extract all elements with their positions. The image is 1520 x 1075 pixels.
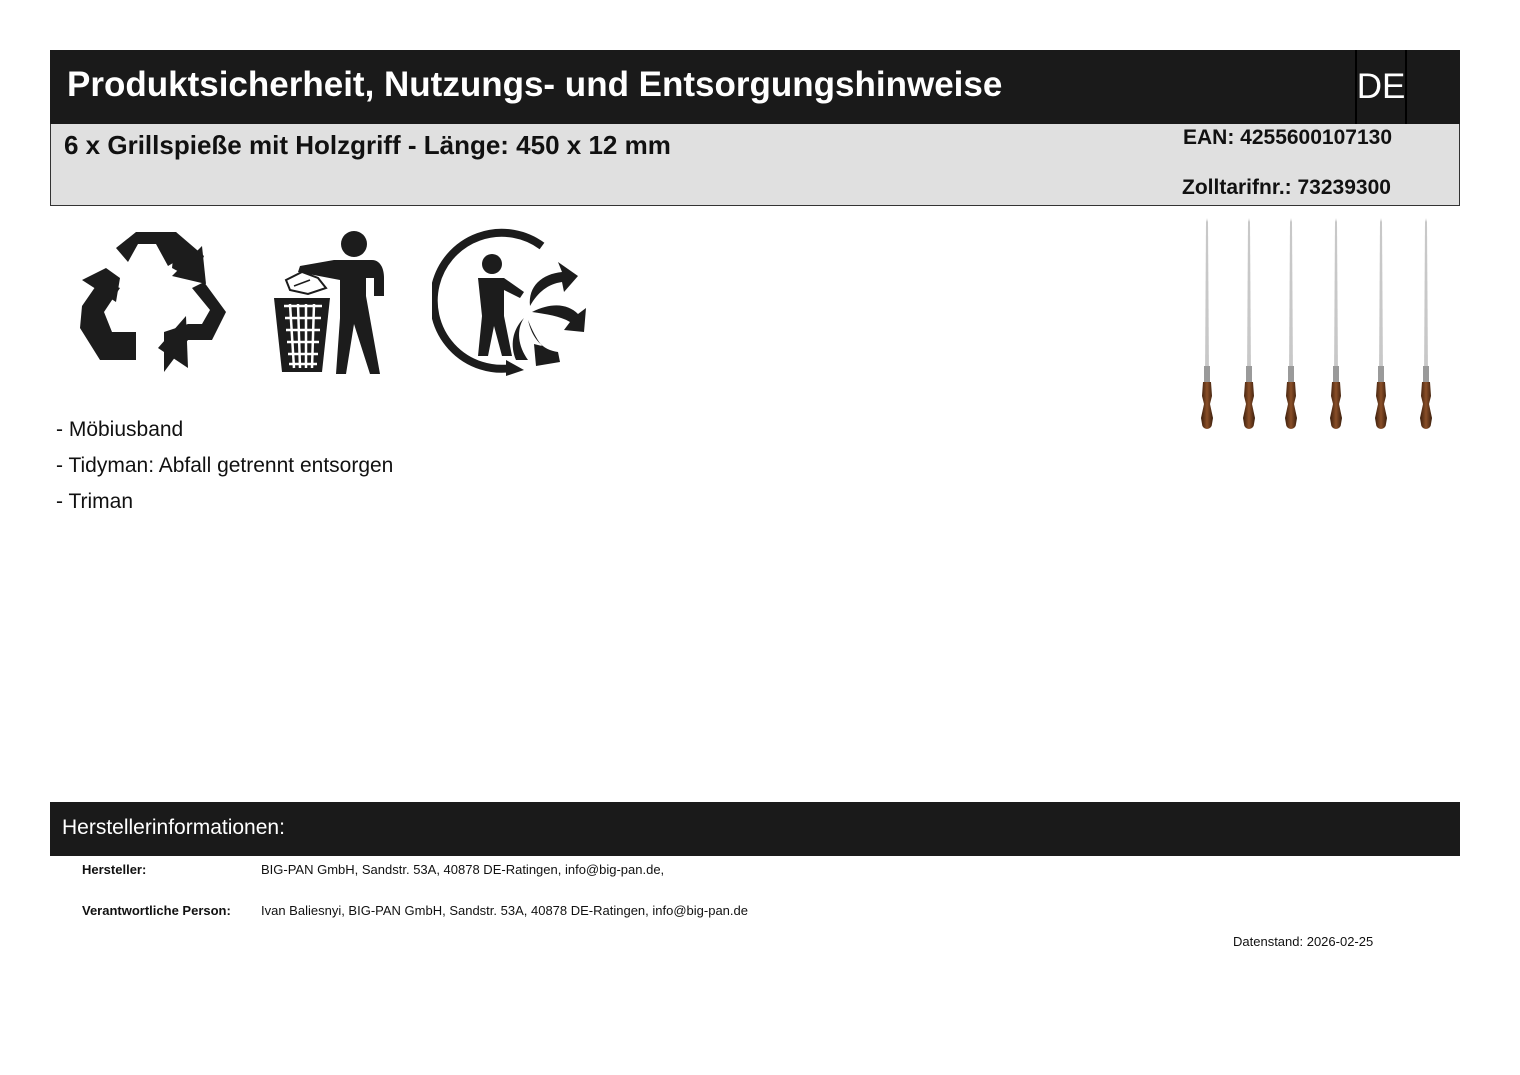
triman-icon xyxy=(432,226,590,376)
page-title: Produktsicherheit, Nutzungs- und Entsorgungshinweise xyxy=(67,65,1003,104)
language-badge: DE xyxy=(1355,50,1407,124)
responsible-person-value: Ivan Baliesnyi, BIG-PAN GmbH, Sandstr. 53A, 40878 DE-Ratingen, info@big-pan.de xyxy=(261,903,748,918)
hint-moebius: - Möbiusband xyxy=(56,418,184,441)
skewer xyxy=(1285,218,1297,429)
skewer xyxy=(1375,218,1387,429)
manufacturer-section-title: Herstellerinformationen: xyxy=(62,816,285,839)
skewer xyxy=(1420,218,1432,429)
grill-skewers-image xyxy=(1190,218,1440,438)
symbol-hints-list xyxy=(56,412,393,520)
skewer xyxy=(1330,218,1342,429)
recycling-moebius-icon xyxy=(76,228,232,376)
ean-number: EAN: 4255600107130 xyxy=(1183,126,1392,149)
manufacturer-value: BIG-PAN GmbH, Sandstr. 53A, 40878 DE-Ratingen, info@big-pan.de, xyxy=(261,862,665,877)
data-date: Datenstand: 2026-02-25 xyxy=(1233,934,1374,949)
header-bar xyxy=(50,50,1460,124)
skewer xyxy=(1243,218,1255,429)
product-name: 6 x Grillspieße mit Holzgriff - Länge: 450 x 12 mm xyxy=(64,130,671,160)
responsible-person-label: Verantwortliche Person: xyxy=(82,903,231,918)
tidyman-icon xyxy=(268,228,388,376)
manufacturer-label: Hersteller: xyxy=(82,862,147,877)
hint-tidyman: - Tidyman: Abfall getrennt entsorgen xyxy=(56,454,394,477)
skewer xyxy=(1201,218,1213,429)
product-info-bar xyxy=(50,124,1460,206)
hint-triman: - Triman xyxy=(56,490,134,513)
manufacturer-header-bar xyxy=(50,802,1460,856)
customs-tariff-number: Zolltarifnr.: 73239300 xyxy=(1182,176,1391,199)
